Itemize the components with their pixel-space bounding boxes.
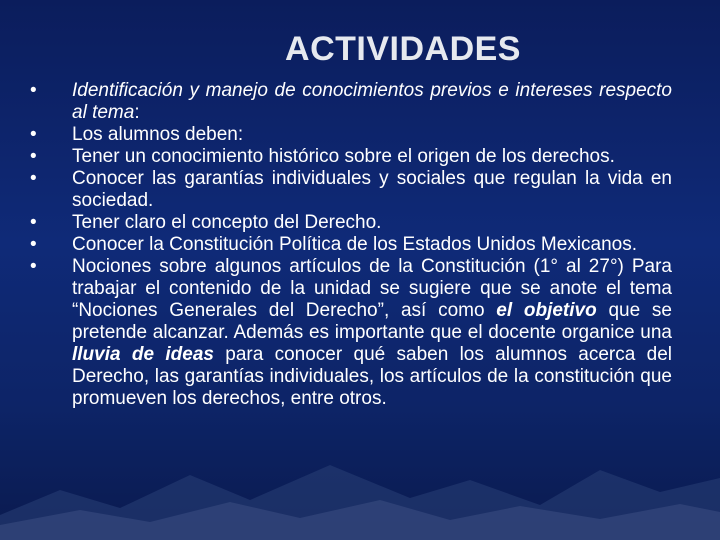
- bullet-item: [22, 146, 672, 168]
- bullet-item: [22, 80, 672, 124]
- bullet-dot: •: [30, 168, 37, 189]
- bullet-dot: •: [30, 212, 37, 233]
- bullet-item: [22, 212, 672, 234]
- slide-title: ACTIVIDADES: [285, 30, 521, 68]
- bullet-item: [22, 234, 672, 256]
- bullet-dot: •: [30, 124, 37, 145]
- bullet-item: [22, 124, 672, 146]
- bullet-item: [22, 256, 672, 410]
- bullet-text: Identificación y manejo de conocimientos previos e intereses respecto al tema: [72, 80, 672, 123]
- bullet-text: para conocer qué saben los alumnos acerca del Derecho, las garantías individuales, los artículos de la constitución que promueven los derechos, entre otros.: [72, 344, 672, 409]
- bullet-item: [22, 168, 672, 212]
- bullet-dot: •: [30, 80, 37, 101]
- bullet-text: lluvia de ideas: [72, 344, 214, 365]
- bullet-text: Conocer la Constitución Política de los Estados Unidos Mexicanos.: [72, 234, 638, 255]
- bullet-text: Nociones sobre algunos artículos de la Constitución (1° al 27°) Para trabajar el contenido de la unidad se sugiere que se anote el tema “Nociones Generales del Derecho”, así como: [72, 256, 672, 321]
- bullet-text: que se pretende alcanzar. Además es importante que el docente organice una: [72, 300, 672, 343]
- bullet-text: Tener claro el concepto del Derecho.: [72, 212, 382, 233]
- bullet-text: Tener un conocimiento histórico sobre el origen de los derechos.: [72, 146, 615, 167]
- bullet-dot: •: [30, 234, 37, 255]
- bullet-list: [22, 80, 672, 410]
- bullet-text: el objetivo: [496, 300, 597, 321]
- bullet-text: :: [134, 102, 140, 123]
- bullet-text: Los alumnos deben:: [72, 124, 244, 145]
- bullet-text: Conocer las garantías individuales y sociales que regulan la vida en sociedad.: [72, 168, 672, 211]
- bullet-dot: •: [30, 256, 37, 277]
- mountain-backdrop: [0, 420, 720, 540]
- bullet-dot: •: [30, 146, 37, 167]
